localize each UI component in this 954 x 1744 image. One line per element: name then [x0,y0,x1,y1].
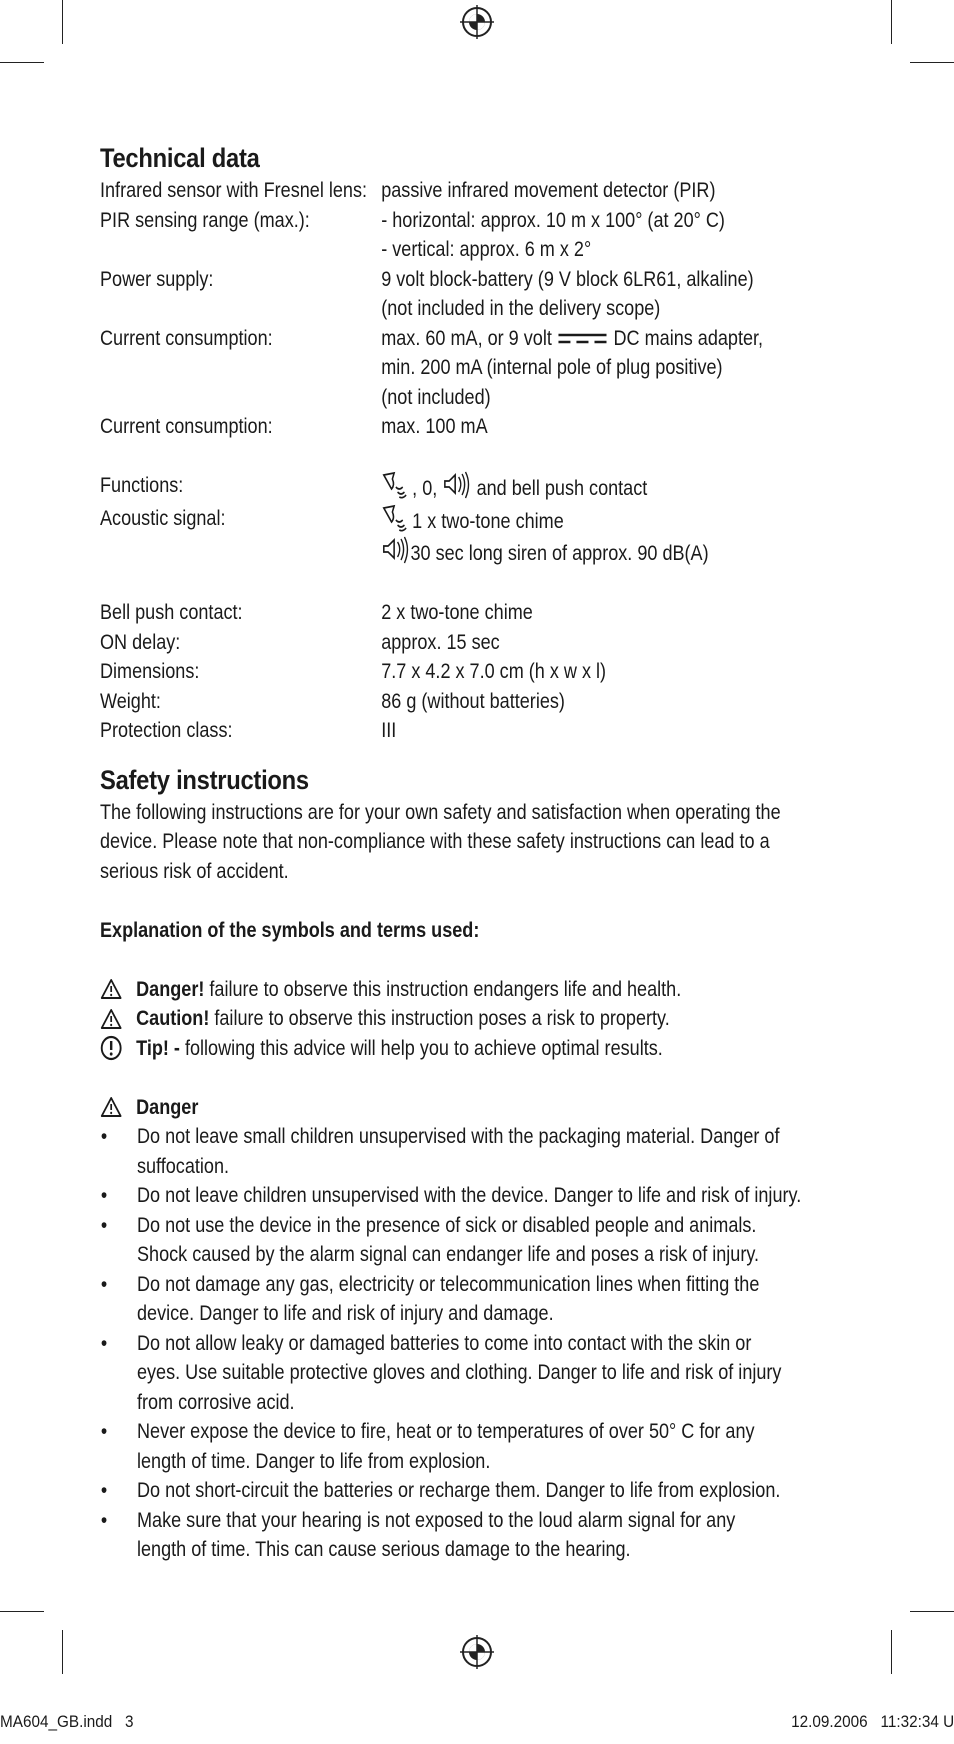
spec-value: 9 volt block-battery (9 V block 6LR61, alkaline) [381,267,754,291]
crop-mark [62,1630,63,1674]
list-item-text: from corrosive acid. [136,1390,295,1414]
explanation-heading: Explanation of the symbols and terms used: [100,918,480,942]
list-item-text: Never expose the device to fire, heat or to temperatures of over 50° C for any [136,1420,755,1443]
crop-mark [62,0,63,44]
symbol-term: Danger! [136,977,205,1001]
spec-label: Infrared sensor with Fresnel lens: [100,179,368,202]
list-item-text: Shock caused by the alarm signal can endanger life and poses a risk of injury. [136,1243,760,1266]
registration-mark-icon [460,5,494,39]
spec-row [100,471,754,504]
spec-value: - vertical: approx. 6 m x 2° [381,238,592,261]
spec-label: Bell push contact: [100,601,243,624]
danger-section [100,1093,802,1565]
spec-label: Protection class: [100,719,233,742]
bell-chime-icon [381,471,412,499]
spec-value: - horizontal: approx. 10 m x 100° (at 20° C) [381,208,725,232]
intro-line: The following instructions are for your own safety and satisfaction when operating the [100,800,781,824]
list-item [100,1506,754,1565]
spec-row [100,628,754,658]
list-item-text: Do not use the device in the presence of sick or disabled people and animals. [136,1213,757,1237]
bullet: • [100,1420,108,1443]
symbol-row [100,1004,754,1034]
list-item [100,1476,781,1506]
spec-value: DC mains adapter, [613,326,764,350]
bullet: • [100,1508,108,1532]
symbol-term: Tip! - [136,1036,180,1060]
spec-label: Current consumption: [100,326,273,350]
bell-chime-icon [381,504,412,532]
list-item [100,1122,780,1181]
technical-data-table [100,176,764,746]
warning-triangle-icon [100,1096,122,1118]
page-content [100,140,860,1565]
spec-value: max. 100 mA [381,415,488,438]
symbol-text: following this advice will help you to achieve optimal results. [179,1036,663,1060]
list-item [100,1329,782,1418]
symbol-term: Caution! [136,1007,210,1030]
safety-instructions-heading: Safety instructions [100,764,309,795]
spec-value: 30 sec long siren of approx. 90 dB(A) [410,542,709,565]
warning-triangle-icon [100,1008,122,1030]
spec-value: min. 200 mA (internal pole of plug positive) [381,356,723,379]
safety-intro [100,798,781,887]
danger-heading: Danger [136,1095,199,1119]
symbol-legend [100,975,754,1064]
spec-value: 7.7 x 4.2 x 7.0 cm (h x w x l) [381,660,607,683]
list-item [100,1211,760,1270]
spec-label: Power supply: [100,267,214,291]
crop-mark [0,1611,44,1612]
spec-label: Weight: [100,689,161,713]
list-item-text: Do not allow leaky or damaged batteries to come into contact with the skin or [136,1331,752,1355]
list-item [100,1417,754,1476]
list-item-text: Do not damage any gas, electricity or telecommunication lines when fitting the [136,1272,760,1296]
crop-mark [910,1611,954,1612]
footer-file-info: MA604_GB.indd 3 [0,1712,134,1731]
list-item-text: length of time. Danger to life from explosion. [136,1449,491,1473]
spec-label: Functions: [100,474,184,497]
danger-heading-row [100,1093,754,1123]
speaker-siren-icon [381,536,410,564]
spec-label: Current consumption: [100,415,273,438]
spec-row [100,504,754,569]
list-item-text: Do not leave children unsupervised with the device. Danger to life and risk of injury. [136,1184,802,1207]
dc-symbol-icon [559,332,607,344]
list-item-text: suffocation. [136,1154,230,1178]
warning-triangle-icon [100,978,122,1000]
crop-mark [0,62,44,63]
spec-row [100,176,754,206]
spec-label: Acoustic signal: [100,506,226,530]
spec-label: Dimensions: [100,660,200,683]
spec-value: (not included) [381,385,491,409]
spec-row [100,324,764,413]
bullet: • [100,1331,108,1355]
list-item [100,1270,760,1329]
list-item-text: Make sure that your hearing is not exposed to the loud alarm signal for any [136,1508,736,1532]
bullet: • [100,1479,108,1502]
spec-value: approx. 15 sec [381,630,500,654]
intro-line: serious risk of accident. [100,859,289,883]
spec-row [100,657,754,687]
crop-mark [910,62,954,63]
exclamation-circle-icon [100,1035,122,1061]
list-item-text: Do not leave small children unsupervised with the packaging material. Danger of [136,1125,780,1148]
bullet: • [100,1213,108,1237]
symbol-text: failure to observe this instruction poses a risk to property. [209,1007,670,1030]
spec-row [100,412,754,442]
bullet: • [100,1272,108,1296]
list-item-text: eyes. Use suitable protective gloves and clothing. Danger to life and risk of injury [136,1361,782,1384]
speaker-siren-icon [442,471,471,499]
symbol-text: failure to observe this instruction endangers life and health. [204,977,682,1001]
crop-mark [891,1630,892,1674]
list-item [100,1181,802,1211]
spec-value: and bell push contact [476,477,648,500]
spec-row [100,598,754,628]
spec-row [100,716,754,746]
intro-line: device. Please note that non-compliance with these safety instructions can lead to a [100,830,770,853]
symbol-row [100,1034,754,1064]
spec-value: 1 x two-tone chime [412,509,564,533]
symbol-row [100,975,754,1005]
list-item-text: length of time. This can cause serious damage to the hearing. [136,1538,631,1561]
technical-data-heading: Technical data [100,143,260,173]
spec-value: max. 60 mA, or 9 volt [381,326,552,350]
spec-row [100,265,754,324]
spec-value: 2 x two-tone chime [381,601,533,624]
footer-timestamp: 12.09.2006 11:32:34 U [790,1712,954,1731]
registration-mark-icon [460,1635,494,1669]
spec-label: PIR sensing range (max.): [100,208,310,232]
spec-value: , 0, [412,477,438,500]
crop-mark [891,0,892,44]
bullet: • [100,1184,108,1207]
spec-value: (not included in the delivery scope) [381,297,661,320]
spec-value: passive infrared movement detector (PIR) [381,179,716,202]
spec-row [100,687,754,717]
bullet: • [100,1125,108,1148]
spec-label: ON delay: [100,630,181,654]
list-item-text: Do not short-circuit the batteries or recharge them. Danger to life from explosion. [136,1479,781,1502]
spec-row [100,206,754,265]
spec-value: 86 g (without batteries) [381,689,565,713]
list-item-text: device. Danger to life and risk of injury and damage. [136,1302,554,1325]
spec-value: III [381,719,397,742]
